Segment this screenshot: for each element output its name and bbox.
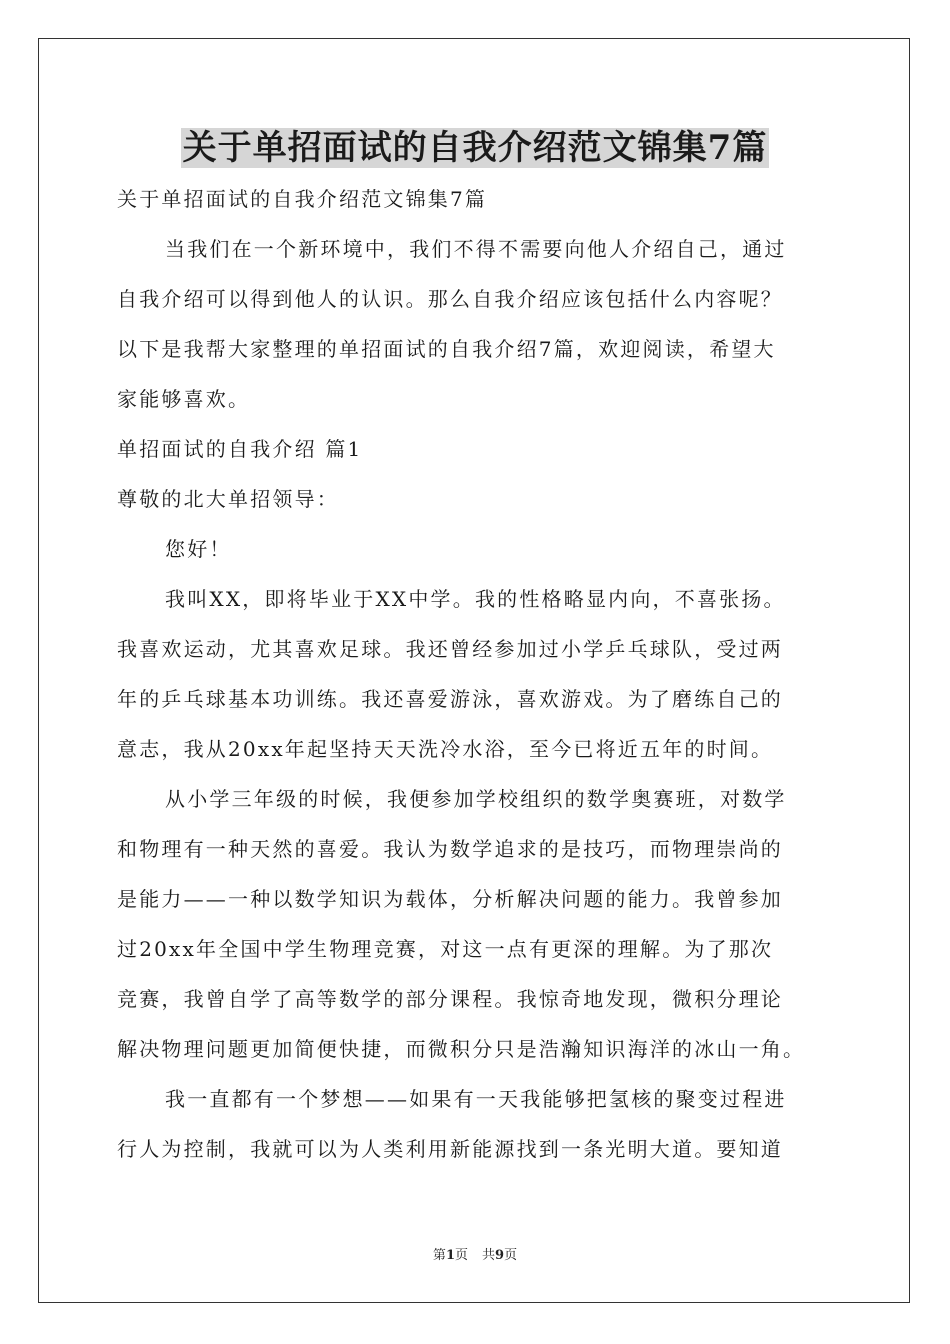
section-heading: 单招面试的自我介绍 篇1 <box>117 437 363 461</box>
body-line: 过20xx年全国中学生物理竞赛，对这一点有更深的理解。为了那次 <box>117 937 774 961</box>
body-line: 以下是我帮大家整理的单招面试的自我介绍7篇，欢迎阅读，希望大 <box>117 337 776 361</box>
body-line: 是能力——一种以数学知识为载体，分析解决问题的能力。我曾参加 <box>117 887 783 911</box>
salutation: 尊敬的北大单招领导： <box>117 487 339 511</box>
body-line: 关于单招面试的自我介绍范文锦集7篇 <box>117 187 488 211</box>
body-line: 家能够喜欢。 <box>117 387 251 411</box>
greeting: 您好！ <box>165 537 232 561</box>
document-title-text: 关于单招面试的自我介绍范文锦集7篇 <box>182 128 768 168</box>
page-total: 9 <box>495 1248 505 1263</box>
body-line: 竞赛，我曾自学了高等数学的部分课程。我惊奇地发现，微积分理论 <box>117 987 783 1011</box>
document-body <box>117 174 837 1174</box>
page-label-post: 页 <box>454 1248 468 1263</box>
body-line: 我一直都有一个梦想——如果有一天我能够把氢核的聚变过程进 <box>165 1087 787 1111</box>
total-label-post: 页 <box>504 1248 518 1263</box>
body-line: 年的乒乓球基本功训练。我还喜爱游泳，喜欢游戏。为了磨练自己的 <box>117 687 783 711</box>
body-line: 自我介绍可以得到他人的认识。那么自我介绍应该包括什么内容呢？ <box>117 287 783 311</box>
page-label-pre: 第 <box>432 1248 446 1263</box>
document-title <box>0 122 950 174</box>
page-current: 1 <box>445 1248 455 1263</box>
body-line: 从小学三年级的时候，我便参加学校组织的数学奥赛班，对数学 <box>165 787 787 811</box>
body-line: 和物理有一种天然的喜爱。我认为数学追求的是技巧，而物理崇尚的 <box>117 837 783 861</box>
body-line: 解决物理问题更加简便快捷，而微积分只是浩瀚知识海洋的冰山一角。 <box>117 1037 806 1061</box>
body-line: 我叫XX，即将毕业于XX中学。我的性格略显内向，不喜张扬。 <box>165 587 786 611</box>
body-line: 当我们在一个新环境中，我们不得不需要向他人介绍自己，通过 <box>165 237 787 261</box>
body-line: 我喜欢运动，尤其喜欢足球。我还曾经参加过小学乒乓球队，受过两 <box>117 637 783 661</box>
body-line: 行人为控制，我就可以为人类利用新能源找到一条光明大道。要知道 <box>117 1137 783 1161</box>
page-footer <box>0 1247 950 1265</box>
total-label-pre: 共 <box>482 1248 496 1263</box>
body-line: 意志，我从20xx年起坚持天天洗冷水浴，至今已将近五年的时间。 <box>117 737 774 761</box>
